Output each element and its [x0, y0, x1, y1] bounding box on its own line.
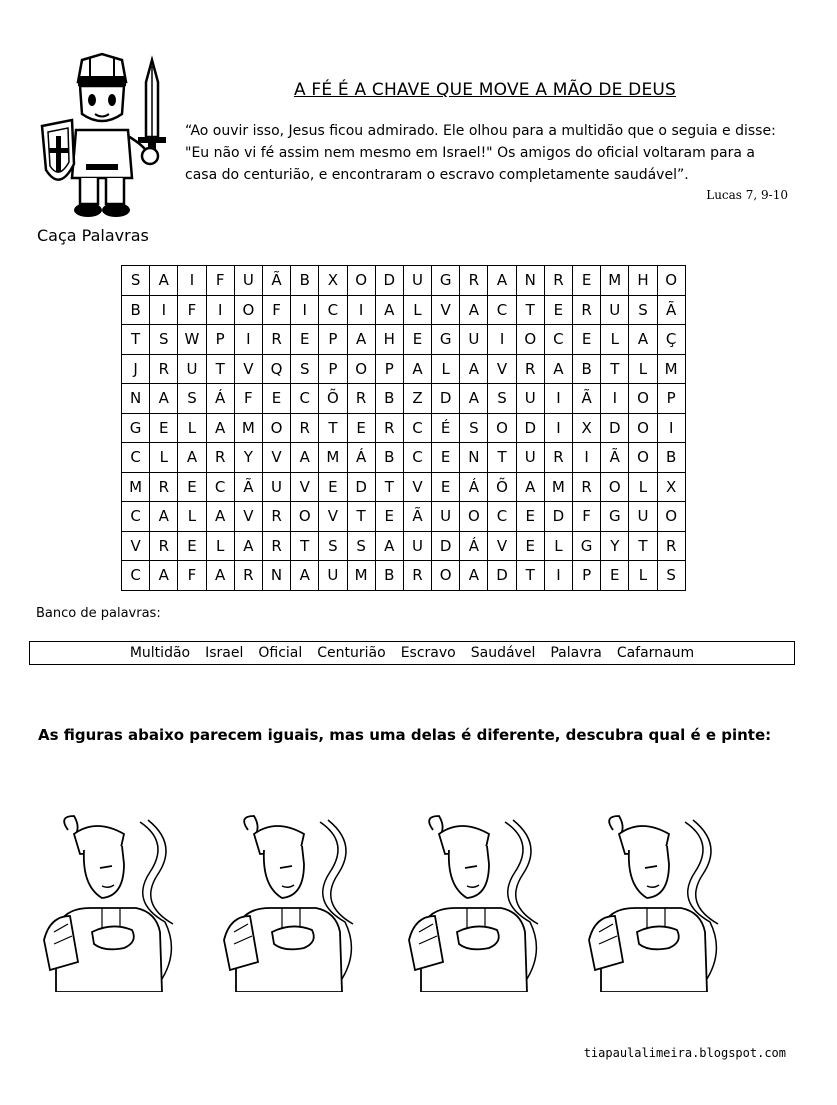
grid-cell[interactable]: O — [234, 295, 262, 325]
word-bank-item: Oficial — [258, 645, 303, 661]
grid-cell[interactable]: V — [432, 295, 460, 325]
grid-cell[interactable]: L — [629, 472, 657, 502]
grid-cell[interactable]: R — [544, 266, 572, 296]
grid-cell[interactable]: S — [347, 531, 375, 561]
grid-cell[interactable]: D — [347, 472, 375, 502]
grid-cell[interactable]: R — [291, 413, 319, 443]
grid-cell[interactable]: B — [573, 354, 601, 384]
grid-cell[interactable]: S — [657, 561, 685, 591]
grid-cell[interactable]: A — [460, 354, 488, 384]
grid-cell[interactable]: I — [544, 413, 572, 443]
grid-cell[interactable]: V — [122, 531, 150, 561]
grid-cell[interactable]: D — [432, 384, 460, 414]
grid-cell[interactable]: O — [601, 472, 629, 502]
word-bank-label: Banco de palavras: — [36, 606, 161, 621]
grid-cell[interactable]: A — [291, 561, 319, 591]
grid-cell[interactable]: C — [319, 295, 347, 325]
grid-row — [122, 413, 686, 443]
grid-cell[interactable]: R — [460, 266, 488, 296]
grid-cell[interactable]: E — [432, 443, 460, 473]
grid-cell[interactable]: I — [150, 295, 178, 325]
grid-cell[interactable]: A — [206, 502, 234, 532]
grid-cell[interactable]: A — [460, 384, 488, 414]
grid-cell[interactable]: A — [516, 472, 544, 502]
grid-cell[interactable]: E — [375, 502, 403, 532]
grid-cell[interactable]: U — [403, 266, 431, 296]
grid-cell[interactable]: Á — [206, 384, 234, 414]
grid-cell[interactable]: O — [488, 413, 516, 443]
grid-cell[interactable]: C — [488, 295, 516, 325]
grid-cell[interactable]: R — [573, 295, 601, 325]
grid-cell[interactable]: C — [403, 443, 431, 473]
grid-cell[interactable]: A — [150, 502, 178, 532]
grid-cell[interactable]: R — [206, 443, 234, 473]
grid-cell[interactable]: M — [347, 561, 375, 591]
grid-cell[interactable]: Q — [262, 354, 290, 384]
bible-quote: “Ao ouvir isso, Jesus ficou admirado. Ele olhou para a multidão que o seguia e disse: "Eu não vi fé assim nem mesmo em Israel!" Os amigos do oficial voltaram para a casa do centurião, e encontraram o escravo completamente saudável”. — [185, 123, 776, 183]
grid-cell[interactable]: U — [432, 502, 460, 532]
grid-cell[interactable]: O — [432, 561, 460, 591]
grid-cell[interactable]: A — [234, 531, 262, 561]
grid-cell[interactable]: U — [178, 354, 206, 384]
grid-cell[interactable]: Ã — [573, 384, 601, 414]
grid-cell[interactable]: E — [178, 472, 206, 502]
grid-cell[interactable]: Ç — [657, 325, 685, 355]
grid-cell[interactable]: L — [206, 531, 234, 561]
grid-cell[interactable]: I — [544, 561, 572, 591]
grid-cell[interactable]: E — [432, 472, 460, 502]
grid-cell[interactable]: T — [206, 354, 234, 384]
grid-cell[interactable]: R — [262, 502, 290, 532]
grid-cell[interactable]: O — [347, 266, 375, 296]
grid-cell[interactable]: U — [403, 531, 431, 561]
grid-cell[interactable]: D — [432, 531, 460, 561]
grid-cell[interactable]: E — [573, 325, 601, 355]
grid-cell[interactable]: A — [206, 561, 234, 591]
grid-cell[interactable]: N — [122, 384, 150, 414]
word-bank-item: Cafarnaum — [616, 645, 695, 661]
grid-cell[interactable]: R — [573, 472, 601, 502]
grid-cell[interactable]: G — [432, 325, 460, 355]
grid-cell[interactable]: R — [262, 325, 290, 355]
grid-cell[interactable]: T — [375, 472, 403, 502]
grid-cell[interactable]: A — [291, 443, 319, 473]
grid-cell[interactable]: C — [122, 561, 150, 591]
soldier-figure-3[interactable] — [405, 812, 545, 992]
grid-cell[interactable]: S — [122, 266, 150, 296]
grid-cell[interactable]: V — [488, 354, 516, 384]
grid-cell[interactable]: E — [516, 531, 544, 561]
grid-cell[interactable]: V — [291, 472, 319, 502]
grid-cell[interactable]: E — [262, 384, 290, 414]
grid-cell[interactable]: M — [234, 413, 262, 443]
grid-cell[interactable]: S — [291, 354, 319, 384]
grid-cell[interactable]: M — [319, 443, 347, 473]
grid-cell[interactable]: C — [206, 472, 234, 502]
word-bank-item: Escravo — [400, 645, 456, 661]
grid-cell[interactable]: E — [150, 413, 178, 443]
grid-cell[interactable]: H — [375, 325, 403, 355]
grid-cell[interactable]: E — [291, 325, 319, 355]
grid-cell[interactable]: M — [122, 472, 150, 502]
grid-cell[interactable]: O — [291, 502, 319, 532]
grid-cell[interactable]: T — [601, 354, 629, 384]
grid-cell[interactable]: C — [122, 502, 150, 532]
grid-cell[interactable]: U — [234, 266, 262, 296]
word-search-grid — [121, 265, 686, 591]
grid-cell[interactable]: F — [234, 384, 262, 414]
grid-cell[interactable]: Ã — [657, 295, 685, 325]
grid-cell[interactable]: E — [573, 266, 601, 296]
grid-row — [122, 354, 686, 384]
grid-cell[interactable]: D — [375, 266, 403, 296]
grid-cell[interactable]: A — [375, 295, 403, 325]
grid-cell[interactable]: U — [516, 384, 544, 414]
grid-cell[interactable]: B — [375, 443, 403, 473]
grid-cell[interactable]: C — [544, 325, 572, 355]
grid-cell[interactable]: G — [573, 531, 601, 561]
grid-cell[interactable]: P — [206, 325, 234, 355]
grid-cell[interactable]: S — [629, 295, 657, 325]
grid-row — [122, 561, 686, 591]
grid-row — [122, 384, 686, 414]
grid-cell[interactable]: U — [601, 295, 629, 325]
grid-cell[interactable]: R — [375, 413, 403, 443]
grid-cell[interactable]: E — [601, 561, 629, 591]
grid-cell[interactable]: E — [319, 472, 347, 502]
knight-illustration — [40, 52, 175, 222]
grid-cell[interactable]: R — [150, 354, 178, 384]
grid-cell[interactable]: I — [206, 295, 234, 325]
grid-cell[interactable]: A — [206, 413, 234, 443]
grid-cell[interactable]: E — [403, 325, 431, 355]
grid-cell[interactable]: B — [375, 384, 403, 414]
word-bank-item: Palavra — [550, 645, 602, 661]
grid-cell[interactable]: P — [319, 325, 347, 355]
grid-cell[interactable]: O — [262, 413, 290, 443]
grid-cell[interactable]: D — [601, 413, 629, 443]
grid-cell[interactable]: O — [460, 502, 488, 532]
grid-cell[interactable]: L — [178, 502, 206, 532]
grid-cell[interactable]: P — [319, 354, 347, 384]
grid-cell[interactable]: E — [347, 413, 375, 443]
grid-cell[interactable]: O — [629, 384, 657, 414]
grid-cell[interactable]: D — [544, 502, 572, 532]
grid-cell[interactable]: Y — [601, 531, 629, 561]
grid-row — [122, 502, 686, 532]
grid-cell[interactable]: H — [629, 266, 657, 296]
grid-cell[interactable]: A — [460, 295, 488, 325]
grid-cell[interactable]: L — [403, 295, 431, 325]
blog-url: tiapaulalimeira.blogspot.com — [583, 1046, 786, 1060]
grid-cell[interactable]: Ã — [403, 502, 431, 532]
grid-cell[interactable]: O — [516, 325, 544, 355]
grid-cell[interactable]: Ã — [262, 266, 290, 296]
grid-cell[interactable]: Õ — [319, 384, 347, 414]
grid-cell[interactable]: I — [347, 295, 375, 325]
grid-cell[interactable]: M — [601, 266, 629, 296]
grid-cell[interactable]: V — [403, 472, 431, 502]
grid-cell[interactable]: E — [544, 295, 572, 325]
grid-cell[interactable]: T — [488, 443, 516, 473]
grid-cell[interactable]: L — [601, 325, 629, 355]
grid-cell[interactable]: P — [657, 384, 685, 414]
word-bank-item: Centurião — [317, 645, 386, 661]
grid-cell[interactable]: V — [262, 443, 290, 473]
grid-cell[interactable]: Á — [347, 443, 375, 473]
grid-cell[interactable]: R — [150, 531, 178, 561]
grid-cell[interactable]: B — [657, 443, 685, 473]
grid-cell[interactable]: F — [178, 561, 206, 591]
grid-cell[interactable]: B — [122, 295, 150, 325]
grid-cell[interactable]: B — [291, 266, 319, 296]
grid-cell[interactable]: V — [319, 502, 347, 532]
page-title: A FÉ É A CHAVE QUE MOVE A MÃO DE DEUS — [293, 80, 677, 100]
grid-cell[interactable]: N — [516, 266, 544, 296]
grid-cell[interactable]: T — [319, 413, 347, 443]
grid-cell[interactable]: E — [516, 502, 544, 532]
grid-cell[interactable]: C — [488, 502, 516, 532]
grid-cell[interactable]: I — [573, 443, 601, 473]
grid-cell[interactable]: U — [262, 472, 290, 502]
grid-cell[interactable]: N — [460, 443, 488, 473]
grid-cell[interactable]: L — [432, 354, 460, 384]
grid-cell[interactable]: O — [657, 502, 685, 532]
grid-cell[interactable]: L — [629, 354, 657, 384]
grid-cell[interactable]: R — [262, 531, 290, 561]
grid-cell[interactable]: U — [629, 502, 657, 532]
grid-cell[interactable]: I — [488, 325, 516, 355]
grid-cell[interactable]: A — [629, 325, 657, 355]
grid-cell[interactable]: U — [516, 443, 544, 473]
grid-cell[interactable]: F — [573, 502, 601, 532]
grid-cell[interactable]: A — [178, 443, 206, 473]
grid-cell[interactable]: L — [150, 443, 178, 473]
grid-cell[interactable]: X — [319, 266, 347, 296]
soldier-figure-4[interactable] — [585, 812, 725, 992]
grid-cell[interactable]: A — [544, 354, 572, 384]
soldier-figure-1[interactable] — [40, 812, 180, 992]
grid-cell[interactable]: A — [150, 561, 178, 591]
grid-cell[interactable]: O — [629, 413, 657, 443]
grid-cell[interactable]: I — [544, 384, 572, 414]
grid-cell[interactable]: G — [601, 502, 629, 532]
grid-cell[interactable]: T — [629, 531, 657, 561]
grid-cell[interactable]: C — [122, 443, 150, 473]
grid-cell[interactable]: B — [375, 561, 403, 591]
grid-cell[interactable]: P — [375, 354, 403, 384]
grid-cell[interactable]: A — [403, 354, 431, 384]
grid-cell[interactable]: R — [234, 561, 262, 591]
grid-row — [122, 295, 686, 325]
word-search-title: Caça Palavras — [37, 226, 149, 245]
grid-cell[interactable]: A — [347, 325, 375, 355]
grid-cell[interactable]: A — [375, 531, 403, 561]
grid-cell[interactable]: A — [150, 266, 178, 296]
grid-cell[interactable]: V — [234, 502, 262, 532]
grid-cell[interactable]: S — [178, 384, 206, 414]
grid-cell[interactable]: T — [516, 295, 544, 325]
grid-cell[interactable]: X — [657, 472, 685, 502]
grid-cell[interactable]: R — [150, 472, 178, 502]
grid-cell[interactable]: É — [432, 413, 460, 443]
grid-cell[interactable]: I — [601, 384, 629, 414]
grid-cell[interactable]: W — [178, 325, 206, 355]
grid-cell[interactable]: I — [234, 325, 262, 355]
grid-cell[interactable]: S — [319, 531, 347, 561]
grid-cell[interactable]: I — [291, 295, 319, 325]
grid-cell[interactable]: J — [122, 354, 150, 384]
grid-cell[interactable]: M — [657, 354, 685, 384]
word-bank-item: Israel — [205, 645, 244, 661]
grid-cell[interactable]: X — [573, 413, 601, 443]
grid-cell[interactable]: R — [347, 384, 375, 414]
word-bank-item: Multidão — [129, 645, 191, 661]
grid-cell[interactable]: I — [178, 266, 206, 296]
grid-cell[interactable]: Á — [460, 472, 488, 502]
grid-cell[interactable]: T — [516, 561, 544, 591]
grid-cell[interactable]: R — [403, 561, 431, 591]
grid-cell[interactable]: D — [516, 413, 544, 443]
grid-cell[interactable]: O — [629, 443, 657, 473]
grid-row — [122, 472, 686, 502]
grid-cell[interactable]: U — [319, 561, 347, 591]
grid-row — [122, 531, 686, 561]
grid-cell[interactable]: E — [178, 531, 206, 561]
grid-cell[interactable]: Y — [234, 443, 262, 473]
grid-cell[interactable]: R — [516, 354, 544, 384]
grid-cell[interactable]: S — [150, 325, 178, 355]
grid-cell[interactable]: Õ — [488, 472, 516, 502]
grid-cell[interactable]: G — [432, 266, 460, 296]
grid-cell[interactable]: T — [291, 531, 319, 561]
grid-cell[interactable]: A — [460, 561, 488, 591]
grid-cell[interactable]: F — [262, 295, 290, 325]
grid-cell[interactable]: L — [629, 561, 657, 591]
bible-reference: Lucas 7, 9-10 — [706, 188, 788, 202]
grid-cell[interactable]: V — [234, 354, 262, 384]
grid-row — [122, 443, 686, 473]
grid-cell[interactable]: O — [657, 266, 685, 296]
grid-cell[interactable]: V — [488, 531, 516, 561]
grid-cell[interactable]: I — [657, 413, 685, 443]
grid-cell[interactable]: Ã — [234, 472, 262, 502]
grid-row — [122, 266, 686, 296]
grid-cell[interactable]: U — [460, 325, 488, 355]
grid-cell[interactable]: N — [262, 561, 290, 591]
grid-cell[interactable]: C — [291, 384, 319, 414]
grid-cell[interactable]: Z — [403, 384, 431, 414]
word-bank-item: Saudável — [470, 645, 536, 661]
grid-cell[interactable]: T — [122, 325, 150, 355]
grid-cell[interactable]: T — [347, 502, 375, 532]
grid-cell[interactable]: R — [657, 531, 685, 561]
grid-cell[interactable]: D — [488, 561, 516, 591]
grid-cell[interactable]: Ã — [601, 443, 629, 473]
grid-cell[interactable]: Á — [460, 531, 488, 561]
grid-cell[interactable]: S — [460, 413, 488, 443]
grid-cell[interactable]: R — [544, 443, 572, 473]
grid-cell[interactable]: G — [122, 413, 150, 443]
grid-cell[interactable]: A — [150, 384, 178, 414]
grid-cell[interactable]: S — [488, 384, 516, 414]
grid-cell[interactable]: O — [347, 354, 375, 384]
grid-cell[interactable]: L — [178, 413, 206, 443]
grid-cell[interactable]: A — [488, 266, 516, 296]
grid-cell[interactable]: M — [544, 472, 572, 502]
grid-cell[interactable]: F — [178, 295, 206, 325]
grid-cell[interactable]: L — [544, 531, 572, 561]
spot-difference-instruction: As figuras abaixo parecem iguais, mas uma delas é diferente, descubra qual é e pinte: — [38, 726, 772, 744]
word-bank — [29, 641, 795, 665]
grid-cell[interactable]: F — [206, 266, 234, 296]
soldier-figure-2[interactable] — [220, 812, 360, 992]
grid-row — [122, 325, 686, 355]
grid-cell[interactable]: P — [573, 561, 601, 591]
grid-cell[interactable]: C — [403, 413, 431, 443]
